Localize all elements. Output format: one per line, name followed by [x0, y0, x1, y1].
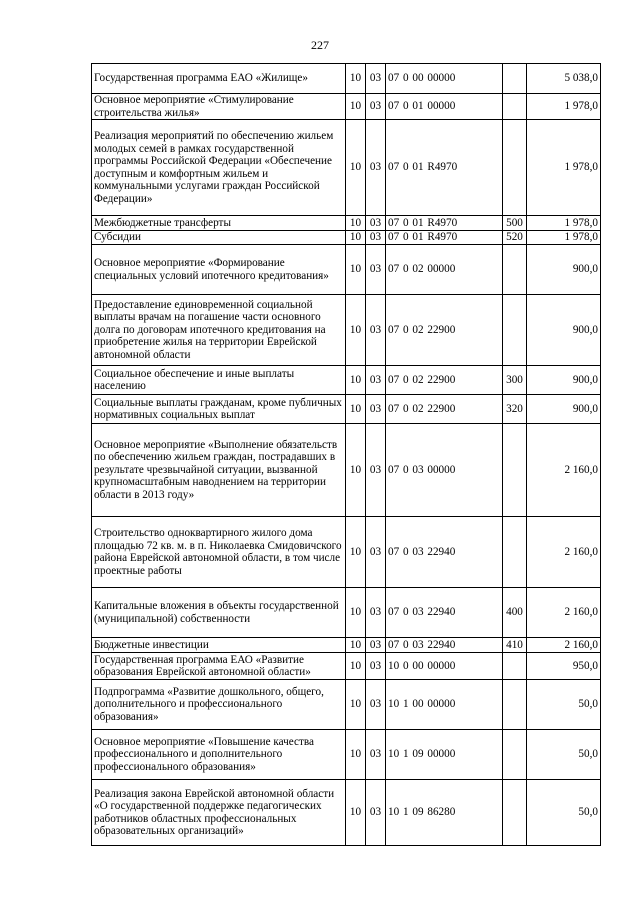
row-name-cell: Подпрограмма «Развитие дошкольного, общего, дополнительного и профессионального образования»: [92, 680, 346, 730]
table-row: [92, 295, 601, 366]
table-row: [92, 638, 601, 653]
row-expense-type-cell: [503, 295, 527, 366]
row-subsection-cell: 03: [366, 653, 386, 680]
row-subsection-cell: 03: [366, 424, 386, 517]
row-name-cell: Социальные выплаты гражданам, кроме публичных нормативных социальных выплат: [92, 395, 346, 424]
row-expense-type-cell: [503, 517, 527, 588]
row-subsection-cell: 03: [366, 730, 386, 780]
table-row: [92, 653, 601, 680]
table-row: [92, 424, 601, 517]
row-amount-cell: 2 160,0: [527, 424, 601, 517]
row-section-cell: 10: [346, 295, 366, 366]
row-section-cell: 10: [346, 366, 366, 395]
row-target-code-cell: 07 0 03 22940: [386, 517, 503, 588]
row-section-cell: 10: [346, 653, 366, 680]
row-amount-cell: 900,0: [527, 295, 601, 366]
table-row: [92, 120, 601, 216]
row-expense-type-cell: [503, 64, 527, 94]
row-subsection-cell: 03: [366, 395, 386, 424]
row-section-cell: 10: [346, 231, 366, 245]
table-row: [92, 588, 601, 638]
row-section-cell: 10: [346, 245, 366, 295]
row-section-cell: 10: [346, 94, 366, 120]
row-section-cell: 10: [346, 64, 366, 94]
row-name-cell: Основное мероприятие «Формирование специальных условий ипотечного кредитования»: [92, 245, 346, 295]
row-name-cell: Социальное обеспечение и иные выплаты населению: [92, 366, 346, 395]
row-expense-type-cell: [503, 94, 527, 120]
table-row: [92, 231, 601, 245]
table-row: [92, 780, 601, 846]
row-expense-type-cell: [503, 780, 527, 846]
row-subsection-cell: 03: [366, 588, 386, 638]
row-expense-type-cell: [503, 730, 527, 780]
row-target-code-cell: 07 0 02 00000: [386, 245, 503, 295]
row-section-cell: 10: [346, 588, 366, 638]
row-subsection-cell: 03: [366, 216, 386, 231]
row-name-cell: Реализация мероприятий по обеспечению жильем молодых семей в рамках государственной программы Российской Федерации «Обеспечение доступным и комфортным жильем и коммунальными услугами граждан Российской Федерации»: [92, 120, 346, 216]
row-amount-cell: 50,0: [527, 680, 601, 730]
row-section-cell: 10: [346, 680, 366, 730]
row-amount-cell: 50,0: [527, 780, 601, 846]
table-row: [92, 517, 601, 588]
row-amount-cell: 5 038,0: [527, 64, 601, 94]
row-amount-cell: 950,0: [527, 653, 601, 680]
row-target-code-cell: 07 0 03 22940: [386, 588, 503, 638]
row-amount-cell: 2 160,0: [527, 517, 601, 588]
row-expense-type-cell: [503, 653, 527, 680]
table-row: [92, 395, 601, 424]
row-name-cell: Субсидии: [92, 231, 346, 245]
row-expense-type-cell: 320: [503, 395, 527, 424]
row-name-cell: Межбюджетные трансферты: [92, 216, 346, 231]
row-section-cell: 10: [346, 395, 366, 424]
row-expense-type-cell: 500: [503, 216, 527, 231]
table-row: [92, 245, 601, 295]
row-name-cell: Реализация закона Еврейской автономной области «О государственной поддержке педагогических работников областных профессиональных образовательных организаций»: [92, 780, 346, 846]
table-row: [92, 366, 601, 395]
row-amount-cell: 1 978,0: [527, 94, 601, 120]
row-subsection-cell: 03: [366, 517, 386, 588]
row-target-code-cell: 07 0 02 22900: [386, 366, 503, 395]
row-amount-cell: 2 160,0: [527, 638, 601, 653]
row-target-code-cell: 07 0 01 R4970: [386, 216, 503, 231]
row-target-code-cell: 07 0 02 22900: [386, 295, 503, 366]
row-amount-cell: 1 978,0: [527, 231, 601, 245]
row-name-cell: Государственная программа ЕАО «Жилище»: [92, 64, 346, 94]
row-name-cell: Основное мероприятие «Выполнение обязательств по обеспечению жильем граждан, пострадавших в результате чрезвычайной ситуации, вызванной крупномасштабным наводнением на территории области в 2013 году»: [92, 424, 346, 517]
row-expense-type-cell: 410: [503, 638, 527, 653]
row-target-code-cell: 07 0 00 00000: [386, 64, 503, 94]
row-expense-type-cell: 400: [503, 588, 527, 638]
row-expense-type-cell: [503, 120, 527, 216]
row-expense-type-cell: [503, 424, 527, 517]
row-section-cell: 10: [346, 120, 366, 216]
row-name-cell: Государственная программа ЕАО «Развитие образования Еврейской автономной области»: [92, 653, 346, 680]
table-row: [92, 64, 601, 94]
row-subsection-cell: 03: [366, 94, 386, 120]
row-name-cell: Предоставление единовременной социальной выплаты врачам на погашение части основного долга по договорам ипотечного кредитования на приобретение жилья на территории Еврейской автономной области: [92, 295, 346, 366]
row-amount-cell: 2 160,0: [527, 588, 601, 638]
row-expense-type-cell: 300: [503, 366, 527, 395]
row-amount-cell: 50,0: [527, 730, 601, 780]
table-row: [92, 680, 601, 730]
row-name-cell: Основное мероприятие «Стимулирование строительства жилья»: [92, 94, 346, 120]
row-target-code-cell: 10 1 09 86280: [386, 780, 503, 846]
table-row: [92, 730, 601, 780]
row-subsection-cell: 03: [366, 64, 386, 94]
row-section-cell: 10: [346, 730, 366, 780]
row-target-code-cell: 10 1 00 00000: [386, 680, 503, 730]
row-amount-cell: 900,0: [527, 366, 601, 395]
row-subsection-cell: 03: [366, 231, 386, 245]
row-section-cell: 10: [346, 517, 366, 588]
row-amount-cell: 1 978,0: [527, 216, 601, 231]
row-target-code-cell: 10 0 00 00000: [386, 653, 503, 680]
table-row: [92, 216, 601, 231]
row-expense-type-cell: [503, 245, 527, 295]
row-subsection-cell: 03: [366, 638, 386, 653]
row-section-cell: 10: [346, 216, 366, 231]
row-section-cell: 10: [346, 424, 366, 517]
row-name-cell: Бюджетные инвестиции: [92, 638, 346, 653]
row-section-cell: 10: [346, 780, 366, 846]
row-subsection-cell: 03: [366, 680, 386, 730]
row-expense-type-cell: [503, 680, 527, 730]
row-subsection-cell: 03: [366, 295, 386, 366]
row-target-code-cell: 10 1 09 00000: [386, 730, 503, 780]
row-target-code-cell: 07 0 01 R4970: [386, 231, 503, 245]
row-target-code-cell: 07 0 02 22900: [386, 395, 503, 424]
row-name-cell: Капитальные вложения в объекты государственной (муниципальной) собственности: [92, 588, 346, 638]
row-amount-cell: 900,0: [527, 395, 601, 424]
row-subsection-cell: 03: [366, 366, 386, 395]
row-target-code-cell: 07 0 03 00000: [386, 424, 503, 517]
row-name-cell: Строительство одноквартирного жилого дома площадью 72 кв. м. в п. Николаевка Смидовичского района Еврейской автономной области, в том числе проектные работы: [92, 517, 346, 588]
row-target-code-cell: 07 0 03 22940: [386, 638, 503, 653]
table-row: [92, 94, 601, 120]
row-target-code-cell: 07 0 01 00000: [386, 94, 503, 120]
row-target-code-cell: 07 0 01 R4970: [386, 120, 503, 216]
row-section-cell: 10: [346, 638, 366, 653]
row-amount-cell: 900,0: [527, 245, 601, 295]
row-subsection-cell: 03: [366, 780, 386, 846]
budget-table: [91, 63, 601, 846]
row-subsection-cell: 03: [366, 245, 386, 295]
row-subsection-cell: 03: [366, 120, 386, 216]
row-name-cell: Основное мероприятие «Повышение качества профессионального и дополнительного профессионального образования»: [92, 730, 346, 780]
page-number: 227: [311, 38, 329, 52]
row-expense-type-cell: 520: [503, 231, 527, 245]
row-amount-cell: 1 978,0: [527, 120, 601, 216]
